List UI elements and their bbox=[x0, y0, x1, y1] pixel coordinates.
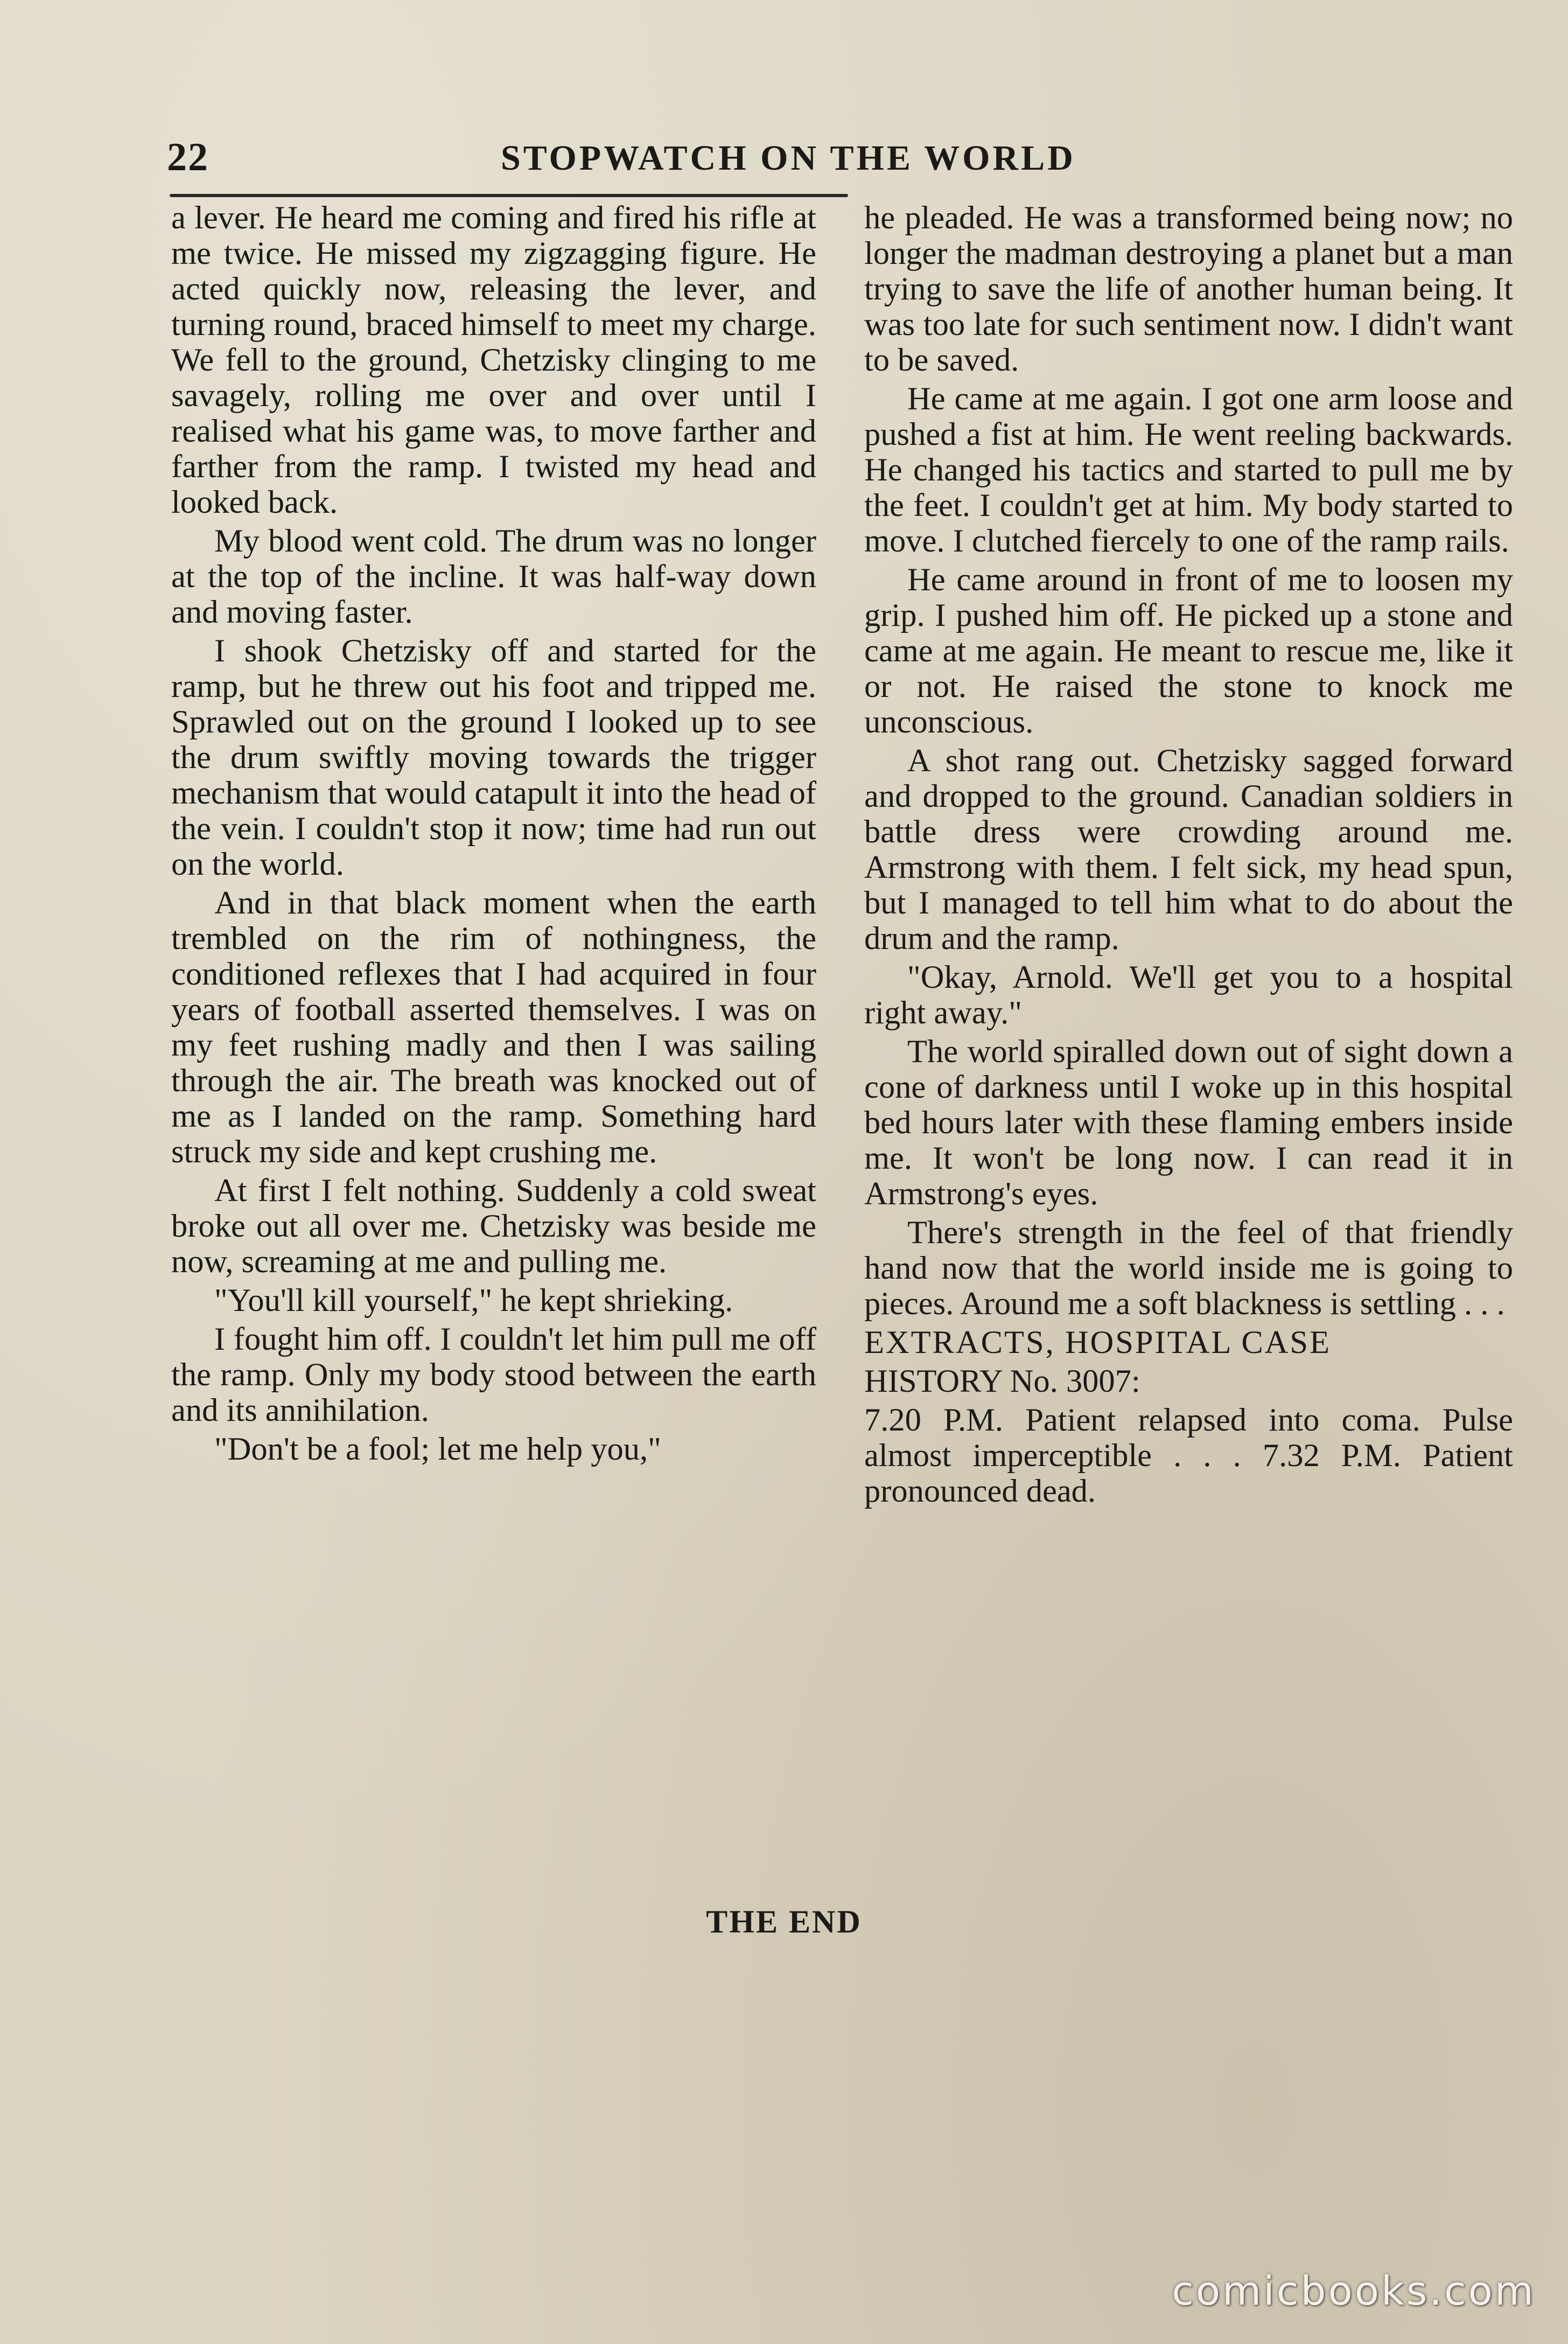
paragraph: At first I felt nothing. Suddenly a cold sweat broke out all over me. Chetzisky was beside me now, screaming at me and pulling me. bbox=[171, 1173, 816, 1280]
paragraph: A shot rang out. Chetzisky sagged forward and dropped to the ground. Canadian soldiers in battle dress were crowding around me. Armstrong with them. I felt sick, my head spun, but I managed to tell him what to do about the drum and the ramp. bbox=[864, 743, 1513, 957]
running-title: STOPWATCH ON THE WORLD bbox=[501, 138, 1076, 178]
right-column bbox=[864, 200, 1513, 1512]
paragraph: "Don't be a fool; let me help you," bbox=[214, 1431, 661, 1467]
paragraph: The world spiralled down out of sight down a cone of darkness until I woke up in this hospital bed hours later with these flaming embers inside me. It won't be long now. I can read it in Armstrong's eyes. bbox=[864, 1034, 1513, 1212]
case-history bbox=[864, 1325, 1513, 1509]
paragraph: he pleaded. He was a transformed being now; no longer the madman destroying a planet but a man trying to save the life of another human being. It was too late for such sentiment now. I didn't want to be saved. bbox=[864, 200, 1513, 378]
paragraph: "Okay, Arnold. We'll get you to a hospital right away." bbox=[864, 959, 1513, 1031]
paragraph: My blood went cold. The drum was no longer at the top of the incline. It was half-way down and moving faster. bbox=[171, 523, 816, 630]
case-history-body: 7.20 P.M. Patient relapsed into coma. Pulse almost imperceptible . . . 7.32 P.M. Patient pronounced dead. bbox=[864, 1402, 1513, 1509]
header-rule bbox=[170, 194, 848, 197]
paragraph: He came at me again. I got one arm loose and pushed a fist at him. He went reeling backwards. He changed his tactics and started to pull me by the feet. I couldn't get at him. My body started to move. I clutched fiercely to one of the ramp rails. bbox=[864, 381, 1513, 559]
page-header bbox=[167, 135, 1341, 194]
paragraph: "You'll kill yourself," he kept shrieking. bbox=[214, 1282, 733, 1318]
paragraph: a lever. He heard me coming and fired his rifle at me twice. He missed my zigzagging figure. He acted quickly now, releasing the lever, and turning round, braced himself to meet my charge. We fell to the ground, Chetzisky clinging to me savagely, rolling me over and over until I realised what his game was, to move farther and farther from the ramp. I twisted my head and looked back. bbox=[171, 200, 816, 520]
paragraph: I fought him off. I couldn't let him pull me off the ramp. Only my body stood between the earth and its annihilation. bbox=[171, 1321, 816, 1428]
paragraph: There's strength in the feel of that friendly hand now that the world inside me is going to pieces. Around me a soft blackness is settling . . . bbox=[864, 1215, 1513, 1322]
paragraph: I shook Chetzisky off and started for the ramp, but he threw out his foot and tripped me. Sprawled out on the ground I looked up to see the drum swiftly moving towards the trigger mechanism that would catapult it into the head of the vein. I couldn't stop it now; time had run out on the world. bbox=[171, 633, 816, 882]
left-column bbox=[171, 200, 816, 1470]
page-number: 22 bbox=[167, 135, 209, 179]
the-end-label: THE END bbox=[706, 1904, 862, 1940]
case-history-heading: EXTRACTS, HOSPITAL CASE bbox=[864, 1324, 1331, 1361]
paragraph: He came around in front of me to loosen my grip. I pushed him off. He picked up a stone and came at me again. He meant to rescue me, like it or not. He raised the stone to knock me unconscious. bbox=[864, 562, 1513, 740]
site-watermark: comicbooks.com bbox=[1172, 2268, 1536, 2314]
paragraph: And in that black moment when the earth trembled on the rim of nothingness, the conditioned reflexes that I had acquired in four years of football asserted themselves. I was on my feet rushing madly and then I was sailing through the air. The breath was knocked out of me as I landed on the ramp. Something hard struck my side and kept crushing me. bbox=[171, 885, 816, 1170]
case-history-heading-line2: HISTORY No. 3007: bbox=[864, 1363, 1140, 1399]
